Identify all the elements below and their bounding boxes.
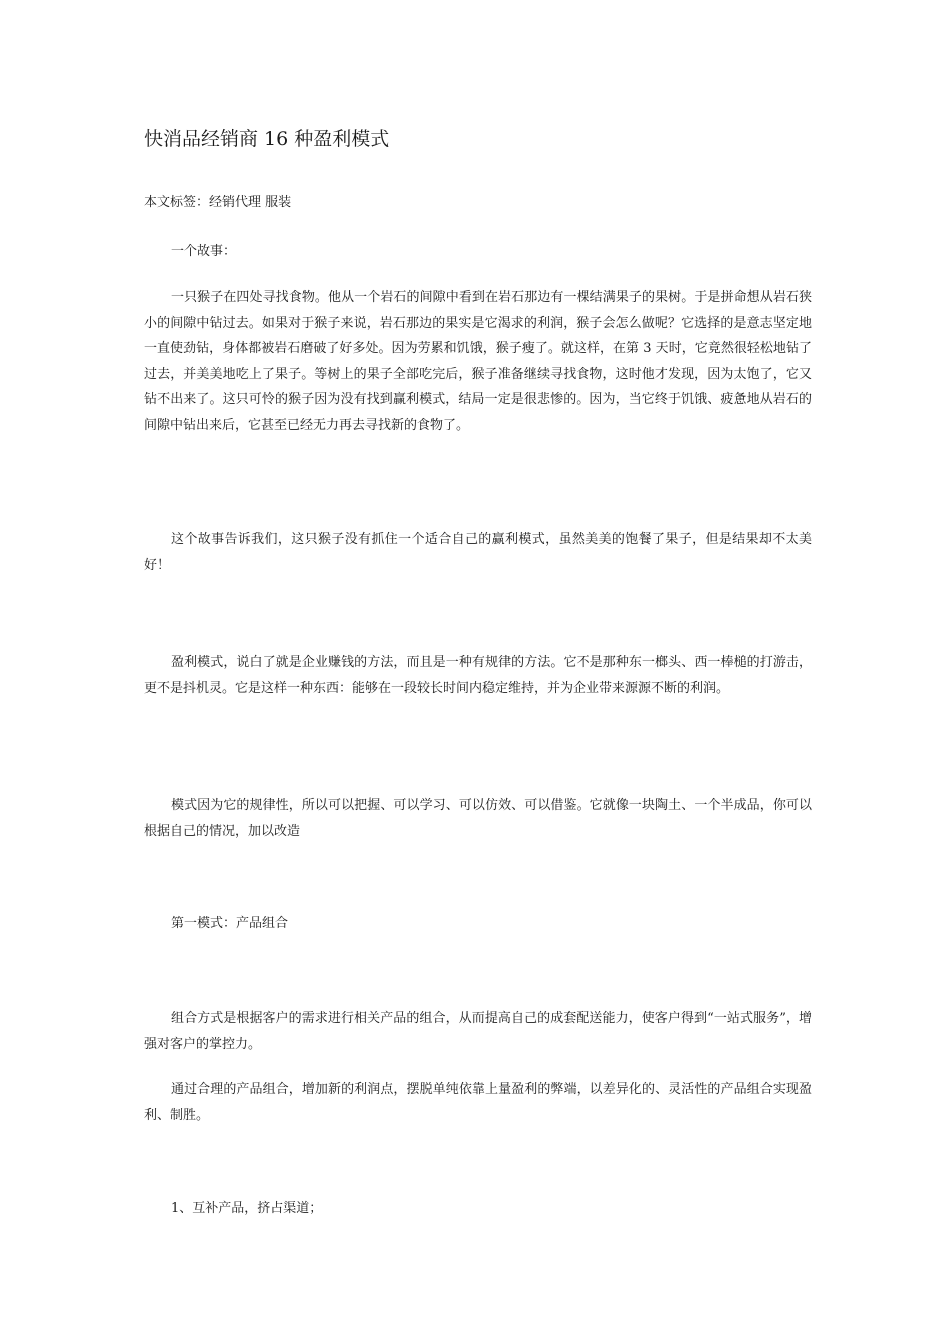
- section-heading-first-model: 第一模式：产品组合: [171, 916, 289, 931]
- paragraph-monkey-story: 一只猴子在四处寻找食物。他从一个岩石的间隙中看到在岩石那边有一棵结满果子的果树。于是拼命想从岩石狭小的间隙中钻过去。如果对于猴子来说，岩石那边的果实是它渴求的利润，猴子会怎么做呢？它选择的是意志坚定地一直使劲钻，身体都被岩石磨破了好多处。因为劳累和饥饿，猴子瘦了。就这样，在第 3 天时，它竟然很轻松地钻了过去，并美美地吃上了果子。等树上的果子全部吃完后，猴子准备继续寻找食物，这时他才发现，因为太饱了，它又钻不出来了。这只可怜的猴子因为没有找到赢利模式，结局一定是很悲惨的。因为，当它终于饥饿、疲惫地从岩石的间隙中钻出来后，它甚至已经无力再去寻找新的食物了。: [144, 290, 812, 433]
- paragraph-story-intro: 一个故事：: [171, 244, 237, 259]
- document-title: 快消品经销商 16 种盈利模式: [144, 128, 390, 150]
- paragraph-model-regularity: 模式因为它的规律性，所以可以把握、可以学习、可以仿效、可以借鉴。它就像一块陶土、一个半成品，你可以根据自己的情况，加以改造: [144, 798, 812, 839]
- tags-line: 本文标签：经销代理 服装: [144, 195, 292, 210]
- paragraph-combination-method: 组合方式是根据客户的需求进行相关产品的组合，从而提高自己的成套配送能力，使客户得到“一站式服务”，增强对客户的掌控力。: [144, 1011, 812, 1052]
- paragraph-story-moral: 这个故事告诉我们，这只猴子没有抓住一个适合自己的赢利模式，虽然美美的饱餐了果子，但是结果却不太美好！: [144, 532, 812, 573]
- list-item-complementary-products: 1、互补产品，挤占渠道；: [171, 1201, 323, 1216]
- paragraph-profit-model-definition: 盈利模式，说白了就是企业赚钱的方法，而且是一种有规律的方法。它不是那种东一榔头、西一棒槌的打游击，更不是抖机灵。它是这样一种东西：能够在一段较长时间内稳定维持，并为企业带来源源不断的利润。: [144, 655, 812, 696]
- paragraph-combination-benefit: 通过合理的产品组合，增加新的利润点，摆脱单纯依靠上量盈利的弊端，以差异化的、灵活性的产品组合实现盈利、制胜。: [144, 1082, 812, 1123]
